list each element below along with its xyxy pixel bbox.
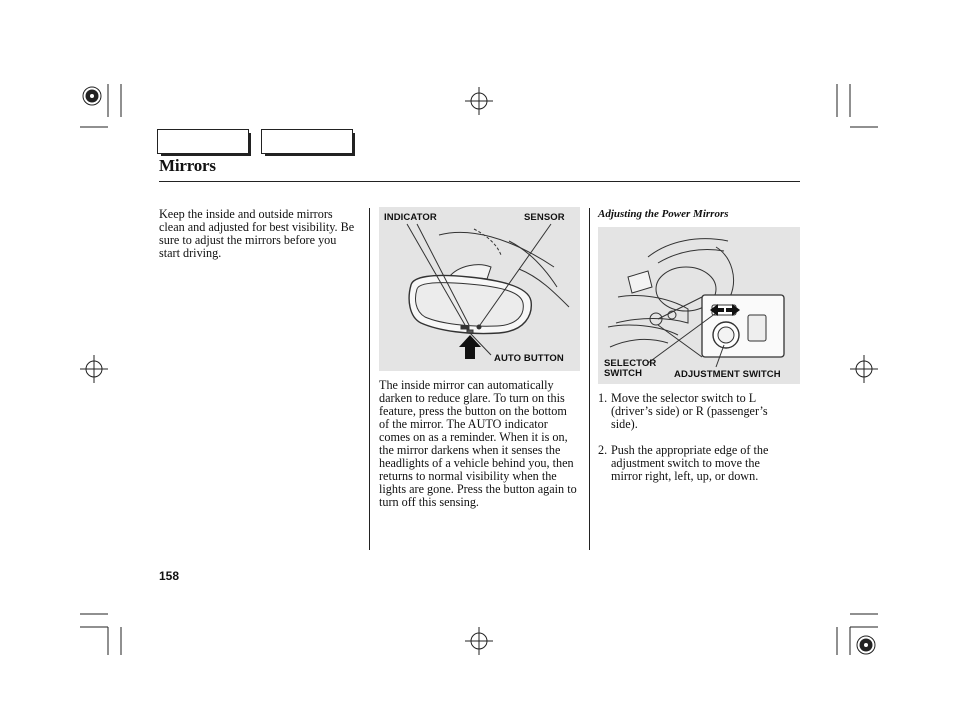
label-sensor: SENSOR [524,212,565,223]
header-tab-2 [261,129,353,154]
label-indicator: INDICATOR [384,212,437,223]
label-adjustment-switch: ADJUSTMENT SWITCH [674,369,781,380]
label-selector-switch: SELECTOR SWITCH [604,358,657,379]
step-number: 1. [598,391,608,405]
step-2 [598,444,793,483]
figure-power-mirror-controls [598,227,800,384]
page-title: Mirrors [159,156,216,175]
label-auto-button: AUTO BUTTON [494,353,564,364]
intro-text: Keep the inside and outside mirrors clean and adjusted for best visibility. Be sure to adjust the mirrors before you start driving. [159,207,355,260]
step-number: 2. [598,443,608,457]
title-divider [159,181,800,182]
rearview-mirror-illustration [379,207,580,371]
step-text: Push the appropriate edge of the adjustment switch to move the mirror right, left, up, or down. [611,443,769,483]
power-mirror-steps [598,392,793,483]
step-1 [598,392,793,431]
intro-paragraph [159,208,359,260]
step-text: Move the selector switch to L (driver’s side) or R (passenger’s side). [611,391,768,431]
page-number: 158 [159,569,180,583]
auto-mirror-text: The inside mirror can automatically darken to reduce glare. To turn on this feature, press the button on the bottom of the mirror. The AUTO indicator comes on as a reminder. When it is on, the mirror darkens when it senses the headlights of a vehicle behind you, then returns to normal visibility when the lights are gone. Press the button again to turn off this sensing. [379,378,577,509]
figure-auto-dimming-mirror [379,207,580,371]
auto-mirror-paragraph [379,379,577,509]
power-mirrors-subheading: Adjusting the Power Mirrors [598,208,729,220]
column-divider-left [369,208,370,550]
header-tab-1 [157,129,249,154]
column-divider-right [589,208,590,550]
